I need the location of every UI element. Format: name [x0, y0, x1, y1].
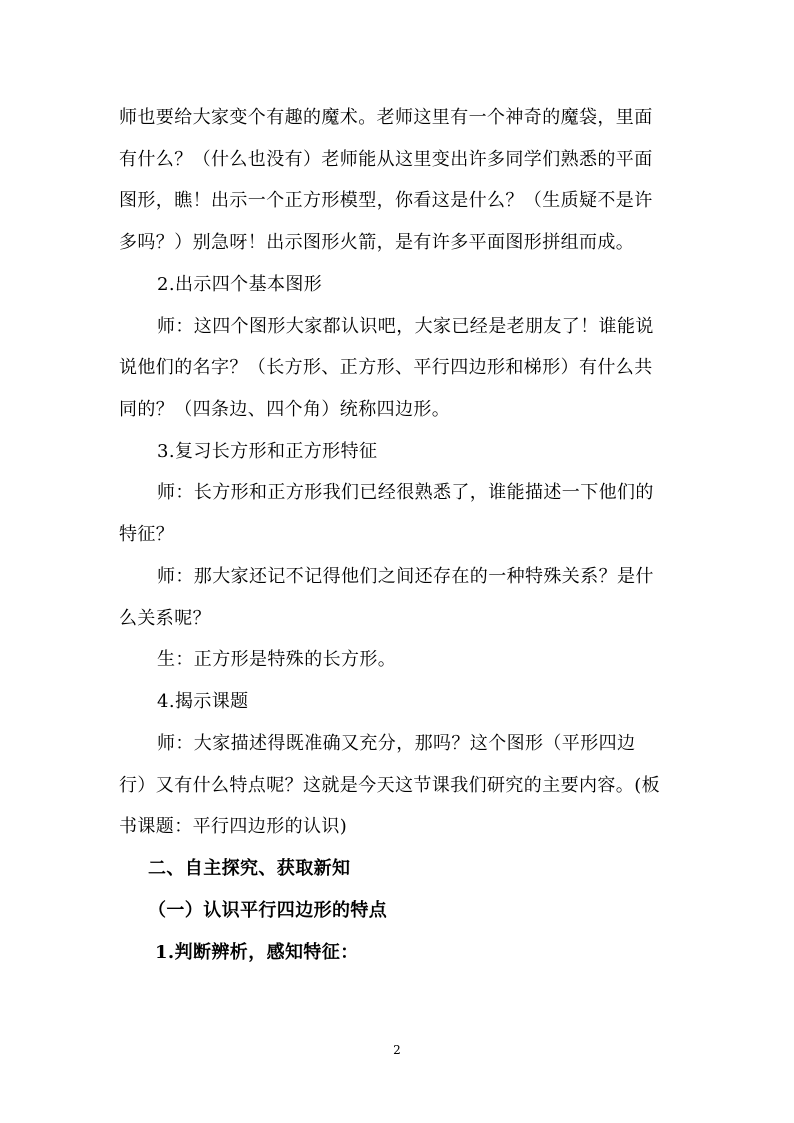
paragraph-line: 师：大家描述得既准确又充分，那吗？这个图形（平形四边 — [157, 733, 636, 754]
paragraph-line: 多吗？）别急呀！出示图形火箭，是有许多平面图形拼组而成。 — [119, 232, 635, 253]
paragraph-line: 特征？ — [119, 524, 175, 545]
paragraph-line: 师：长方形和正方形我们已经很熟悉了，谁能描述一下他们的 — [157, 482, 654, 503]
paragraph-line: 书课题：平行四边形的认识) — [119, 816, 348, 837]
paragraph-line: 师：那大家还记不记得他们之间还存在的一种特殊关系？是什 — [157, 566, 654, 587]
section-heading: 3.复习长方形和正方形特征 — [157, 441, 378, 462]
paragraph-line: 么关系呢？ — [119, 608, 211, 629]
paragraph-line: 行）又有什么特点呢？这就是今天这节课我们研究的主要内容。(板 — [119, 775, 661, 796]
paragraph-line: 图形，瞧！出示一个正方形模型，你看这是什么？（生质疑不是许 — [119, 190, 653, 211]
paragraph-line: 生：正方形是特殊的长方形。 — [157, 649, 397, 670]
subsection-heading: 1.判断辨析，感知特征： — [155, 942, 359, 963]
paragraph-line: 说他们的名字？（长方形、正方形、平行四边形和梯形）有什么共 — [119, 357, 653, 378]
paragraph-line: 有什么？（什么也没有）老师能从这里变出许多同学们熟悉的平面 — [119, 149, 653, 170]
paragraph-line: 师：这四个图形大家都认识吧，大家已经是老朋友了！谁能说 — [157, 316, 654, 337]
chapter-heading: 二、自主探究、获取新知 — [148, 858, 351, 879]
paragraph-line: 师也要给大家变个有趣的魔术。老师这里有一个神奇的魔袋，里面 — [119, 107, 653, 128]
page-number: 2 — [393, 1043, 401, 1057]
paragraph-line: 同的？（四条边、四个角）统称四边形。 — [119, 399, 451, 420]
subsection-heading: （一）认识平行四边形的特点 — [148, 900, 388, 921]
section-heading: 2.出示四个基本图形 — [157, 274, 323, 295]
section-heading: 4.揭示课题 — [157, 691, 249, 712]
